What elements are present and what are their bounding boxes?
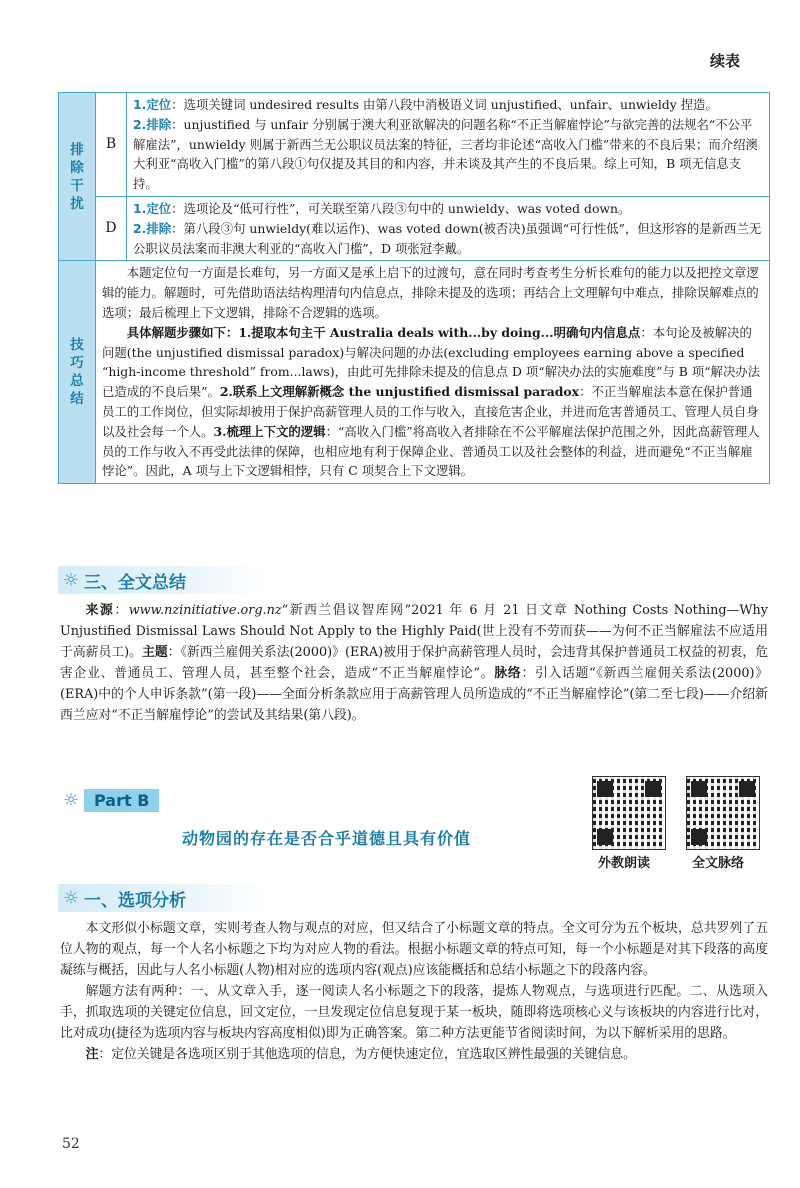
summary-body: 来源：www.nzinitiative.org.nz“新西兰倡议智库网”2021 年 6 月 21 日文章 Nothing Costs Nothing—Why Unjustified Dismissal Laws Should Not Apply to the Highly Paid(世上没有不劳而获——为何不正当解雇法不应适用于高薪员工)。主题：《新西兰雇佣关系法(2000)》(ERA)被用于保护高薪管理人员时，会违背其保护普通员工权益的初衷，危害企业、普通员工、管理人员，甚至整个社会，造成“不正当解雇悖论”。脉络：引入话题“《新西兰雇佣关系法(2000)》(ERA)中的个人申诉条款”(第一段)——全面分析条款应用于高薪管理人员所造成的“不正当解雇悖论”(第二至七段)——介绍新西兰应对“不正当解雇悖论”的尝试及其结果(第八段)。 (60, 603, 769, 723)
option-b: B (96, 93, 127, 197)
qr-label-reading: 外教朗读 (598, 856, 651, 871)
options-note: 注：定位关键是各选项区别于其他选项的信息，为方便快速定位，宜选取区辨性最强的关键信息。 (85, 1047, 636, 1062)
tip-intro: 本题定位句一方面是长难句，另一方面又是承上启下的过渡句，意在同时考查考生分析长难句的能力以及把控文章逻辑的能力。解题时，可先借助语法结构理清句内信息点，排除未提及的选项；再结合上文理解句中难点，排除误解难点的选项；最后梳理上下文逻辑，排除不合逻辑的选项。 (102, 265, 759, 320)
exclude-category: 排除干扰 (59, 93, 96, 261)
row-b-content: 1.定位：选项关键词 undesired results 由第八段中消极语义词 unjustified、unfair、unwieldy 捏造。 2.排除：unjustified 与 unfair 分别属于澳大利亚欲解决的问题名称“不正当解雇悖论”与欲完善的法规名“不公平解雇法”，unwieldy 则属于新西兰无公职议员法案的特征，三者均非论述“高收入门槛”带来的不良后果；而介绍澳大利亚“高收入门槛”的第八段①句仅提及其目的和内容，并未谈及其产生的不良后果。综上可知，B 项无信息支持。 (127, 93, 770, 197)
qr-code-reading[interactable] (592, 776, 666, 850)
lightbulb-icon: ☼ (62, 569, 80, 591)
analysis-table (58, 92, 770, 484)
options-heading: ☼ 一、选项分析 (58, 884, 266, 912)
qr-code-outline[interactable] (686, 776, 760, 850)
options-paragraph-2: 解题方法有两种：一、从文章入手，逐一阅读人名小标题之下的段落，提炼人物观点，与选项进行匹配。二、从选项入手，抓取选项的关键定位信息，回文定位，一旦发现定位信息复现于某一板块，随即将选项核心义与该板块的内容进行比对，比对成功(捷径为选项内容与板块内容高度相似)即为正确答案。第二种方法更能节省阅读时间，为以下解析采用的思路。 (60, 984, 768, 1041)
tip-category: 技巧总结 (59, 261, 96, 484)
summary-heading: ☼ 三、全文总结 (58, 566, 266, 594)
part-b-heading: ☼ Part B (58, 786, 159, 814)
lightbulb-icon: ☼ (62, 887, 80, 909)
qr-label-outline: 全文脉络 (692, 856, 745, 871)
table-row-b (59, 93, 770, 197)
option-d: D (96, 196, 127, 260)
table-row-tip (59, 261, 770, 484)
options-paragraph-1: 本文形似小标题文章，实则考查人物与观点的对应，但又结合了小标题文章的特点。全文可分为五个板块，总共罗列了五位人物的观点，每一个人名小标题之下均为对应人物的看法。根据小标题文章的特点可知，每一个小标题是对其下段落的高度凝练与概括，因此与人名小标题(人物)相对应的选项内容(观点)应该能概括和总结小标题之下的段落内容。 (60, 921, 768, 978)
tip-content (96, 261, 770, 484)
table-row-d (59, 196, 770, 260)
continued-label: 续表 (709, 52, 740, 70)
part-b-subtitle: 动物园的存在是否合乎道德且具有价值 (182, 829, 472, 848)
page-number: 52 (62, 1136, 80, 1152)
lightbulb-icon: ☼ (62, 789, 80, 811)
options-body (60, 918, 768, 1065)
tip-steps: 具体解题步骤如下：1.提取本句主干 Australia deals with...by doing...明确句内信息点：本句论及被解决的问题(the unjustified dismissal paradox)与解决问题的办法(excluding employees earning above a specified “high-income threshold” from...laws)，由此可先排除未提及的信息点 D 项“解决办法的实施难度”与 B 项“解决办法已造成的不良后果”。2.联系上文理解新概念 the unjustified dismissal paradox：不正当解雇法本意在保护普通员工的工作岗位，但实际却被用于保护高薪管理人员的工作与收入，直接危害企业，并进而危害普通员工、管理人员自身以及社会每一个人。3.梳理上下文的逻辑：“高收入门槛”将高收入者排除在不公平解雇法保护范围之外，因此高薪管理人员的工作与收入不再受此法律的保障，也相应地有利于保障企业、普通员工以及社会整体的利益，进而避免“不正当解雇悖论”。因此，A 项与上下文逻辑相悖，只有 C 项契合上下文逻辑。 (102, 324, 761, 479)
row-d-content: 1.定位：选项论及“低可行性”，可关联至第八段③句中的 unwieldy、was voted down。 2.排除：第八段③句 unwieldy(难以运作)、was voted down(被否决)虽强调“可行性低”，但这形容的是新西兰无公职议员法案而非澳大利亚的“高收入门槛”，D 项张冠李戴。 (127, 196, 770, 260)
